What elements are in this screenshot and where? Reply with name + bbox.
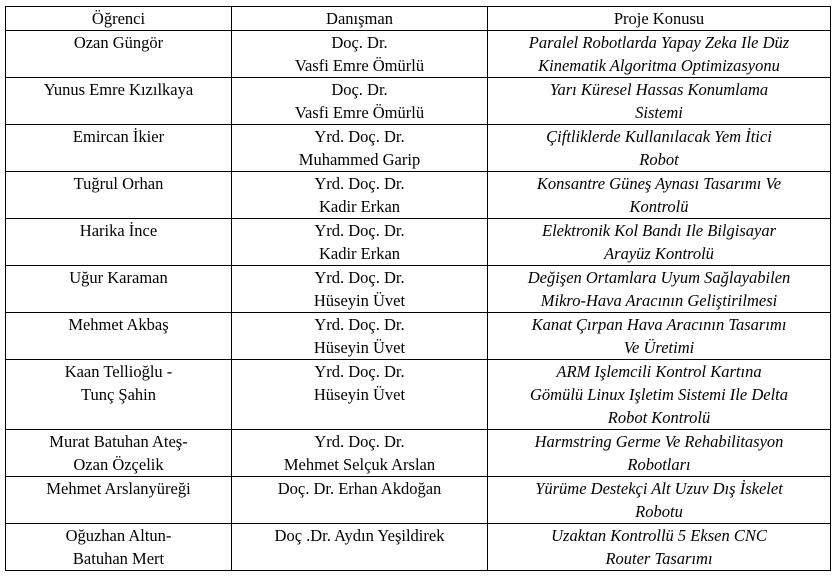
topic-line: Çiftliklerde Kullanılacak Yem İtici (546, 127, 772, 146)
student-line: Mehmet Arslanyüreği (46, 479, 191, 498)
student-cell (6, 125, 232, 172)
topic-line: Paralel Robotlarda Yapay Zeka Ile Düz (528, 33, 790, 52)
advisor-line: Yrd. Doç. Dr. (314, 221, 405, 240)
advisor-line: Yrd. Doç. Dr. (314, 362, 405, 381)
advisor-cell (232, 360, 488, 430)
header-student: Öğrenci (6, 7, 232, 31)
table-row (6, 125, 831, 172)
advisor-line: Hüseyin Üvet (313, 385, 406, 404)
advisor-line: Doç .Dr. Aydın Yeşildirek (274, 526, 445, 545)
project-topic-cell (488, 430, 831, 477)
table-row (6, 78, 831, 125)
advisor-line: Yrd. Doç. Dr. (314, 268, 405, 287)
topic-line: Router Tasarımı (605, 549, 713, 568)
table-row (6, 477, 831, 524)
project-topic-cell (488, 31, 831, 78)
topic-line: Sistemi (635, 103, 683, 122)
table-row (6, 172, 831, 219)
student-cell (6, 219, 232, 266)
topic-line: Robot Kontrolü (607, 408, 711, 427)
topic-line: Yürüme Destekçi Alt Uzuv Dış İskelet (535, 479, 783, 498)
topic-line: Gömülü Linux Işletim Sistemi Ile Delta (529, 385, 788, 404)
advisor-line: Muhammed Garip (298, 150, 421, 169)
student-cell (6, 524, 232, 571)
topic-line: Ve Üretimi (623, 338, 695, 357)
advisor-cell (232, 477, 488, 524)
project-topic-cell (488, 477, 831, 524)
table-row (6, 313, 831, 360)
student-line: Ozan Güngör (73, 33, 164, 52)
student-line: Tuğrul Orhan (73, 174, 164, 193)
project-topic-cell (488, 524, 831, 571)
topic-line: Arayüz Kontrolü (604, 244, 714, 263)
table-row (6, 524, 831, 571)
advisor-line: Doç. Dr. Erhan Akdoğan (277, 479, 442, 498)
table-body (6, 31, 831, 571)
advisor-line: Vasfi Emre Ömürlü (294, 103, 425, 122)
topic-line: Elektronik Kol Bandı Ile Bilgisayar (541, 221, 776, 240)
advisor-cell (232, 78, 488, 125)
project-topic-cell (488, 219, 831, 266)
student-line: Yunus Emre Kızılkaya (43, 80, 194, 99)
topic-line: Yarı Küresel Hassas Konumlama (549, 80, 769, 99)
advisor-cell (232, 430, 488, 477)
advisor-line: Yrd. Doç. Dr. (314, 432, 405, 451)
table-row (6, 31, 831, 78)
student-line: Oğuzhan Altun- (65, 526, 172, 545)
topic-line: Robotları (627, 455, 691, 474)
student-line: Mehmet Akbaş (68, 315, 169, 334)
advisor-cell (232, 313, 488, 360)
student-cell (6, 31, 232, 78)
topic-line: Harmstring Germe Ve Rehabilitasyon (534, 432, 784, 451)
header-row (6, 7, 831, 31)
table-row (6, 360, 831, 430)
projects-table (5, 6, 831, 571)
topic-line: Konsantre Güneş Aynası Tasarımı Ve (536, 174, 782, 193)
advisor-cell (232, 125, 488, 172)
topic-line: Kanat Çırpan Hava Aracının Tasarımı (531, 315, 787, 334)
advisor-line: Doç. Dr. (331, 80, 388, 99)
student-cell (6, 313, 232, 360)
advisor-line: Mehmet Selçuk Arslan (283, 455, 436, 474)
topic-line: Kontrolü (629, 197, 689, 216)
advisor-line: Doç. Dr. (331, 33, 388, 52)
advisor-line: Yrd. Doç. Dr. (314, 174, 405, 193)
topic-line: Uzaktan Kontrollü 5 Eksen CNC (551, 526, 767, 545)
student-line: Batuhan Mert (72, 549, 165, 568)
topic-line: Robot (639, 150, 679, 169)
advisor-line: Vasfi Emre Ömürlü (294, 56, 425, 75)
project-topic-cell (488, 125, 831, 172)
student-cell (6, 477, 232, 524)
topic-line: ARM Işlemcili Kontrol Kartına (556, 362, 762, 381)
student-line: Harika İnce (79, 221, 158, 240)
header-advisor: Danışman (232, 7, 488, 31)
advisor-cell (232, 172, 488, 219)
table-row (6, 266, 831, 313)
project-topic-cell (488, 360, 831, 430)
advisor-line: Yrd. Doç. Dr. (314, 127, 405, 146)
student-line: Ozan Özçelik (73, 455, 164, 474)
advisor-cell (232, 31, 488, 78)
topic-line: Mikro-Hava Aracının Geliştirilmesi (540, 291, 778, 310)
advisor-line: Hüseyin Üvet (313, 291, 406, 310)
student-cell (6, 266, 232, 313)
student-line: Kaan Tellioğlu - (64, 362, 173, 381)
student-cell (6, 360, 232, 430)
student-line: Tunç Şahin (80, 385, 157, 404)
advisor-line: Kadir Erkan (318, 244, 401, 263)
advisor-cell (232, 524, 488, 571)
student-cell (6, 172, 232, 219)
advisor-line: Kadir Erkan (318, 197, 401, 216)
project-topic-cell (488, 266, 831, 313)
header-topic: Proje Konusu (488, 7, 831, 31)
topic-line: Robotu (635, 502, 683, 521)
project-topic-cell (488, 78, 831, 125)
student-cell (6, 430, 232, 477)
student-line: Emircan İkier (72, 127, 165, 146)
advisor-line: Hüseyin Üvet (313, 338, 406, 357)
advisor-cell (232, 219, 488, 266)
topic-line: Kinematik Algoritma Optimizasyonu (538, 56, 780, 75)
student-cell (6, 78, 232, 125)
table-row (6, 430, 831, 477)
advisor-line: Yrd. Doç. Dr. (314, 315, 405, 334)
student-line: Uğur Karaman (69, 268, 168, 287)
advisor-cell (232, 266, 488, 313)
topic-line: Değişen Ortamlara Uyum Sağlayabilen (527, 268, 791, 287)
project-topic-cell (488, 313, 831, 360)
table-row (6, 219, 831, 266)
project-topic-cell (488, 172, 831, 219)
student-line: Murat Batuhan Ateş- (49, 432, 188, 451)
